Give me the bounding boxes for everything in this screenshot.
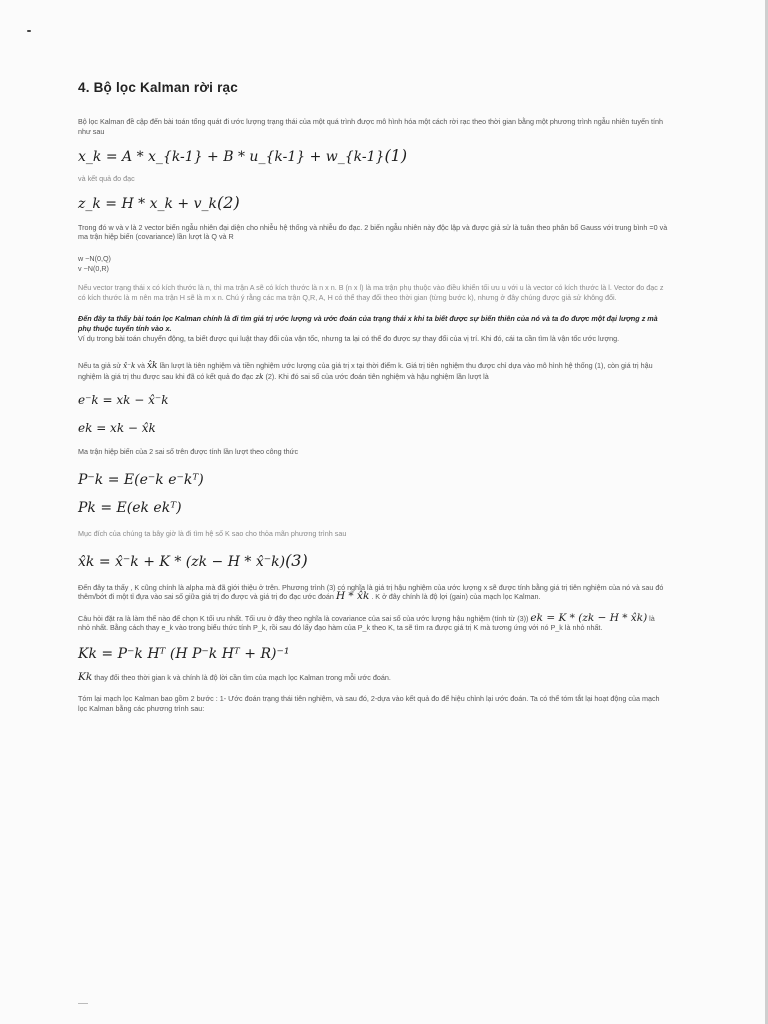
scan-speck: [27, 30, 31, 32]
prior-text-b: và: [137, 361, 145, 371]
prior-symbol-a: x̂⁻k: [123, 361, 136, 371]
equation-1-row: [78, 146, 668, 166]
optimal-text-a: Câu hỏi đặt ra là làm thế nào để chọn K tối ưu nhất. Tối ưu ở đây theo nghĩa là covariance của sai số của ước lượng hậu nghiệm: [78, 613, 491, 623]
covariance-post-row: [78, 499, 668, 517]
scan-artifact: [78, 1003, 88, 1004]
equation-2: z_k = H * x_k + v_k: [78, 195, 218, 212]
gain-description: [78, 670, 668, 683]
example-paragraph: Ví dụ trong bài toán chuyển động, ta biết được qui luật thay đổi của vận tốc, nhưng ta lại có thể đo được sự thay đổi của vị trí. Khi đó, cái ta cần tìm là vận tốc ước lượng.: [78, 333, 620, 343]
equation-3-row: [78, 551, 668, 571]
equation-2-tag: (2): [217, 192, 240, 212]
optimal-inline-equation: ek = K * (zk − H * x̂k): [530, 611, 648, 624]
gain-symbol: Kk: [78, 670, 93, 683]
noise-paragraph: Trong đó w và v là 2 vector biến ngẫu nhiên đại diện cho nhiễu hệ thống và nhiễu đo đạc. 2 biến ngẫu nhiên này độc lập và được giả sử là tuân theo phân bố Gauss với trung bình =0 và ma trận hiệp biến (covariance) lần lượt là Q và R: [78, 222, 668, 242]
kalman-gain-row: [78, 645, 668, 663]
summary-paragraph: Tóm lại mạch lọc Kalman bao gồm 2 bước : 1- Ước đoán trạng thái tiên nghiệm, và sau đó, 2-dựa vào kết quả đo để hiệu chỉnh lại ước đoán. Ta có thể tóm tắt lại hoạt động của mạch lọc Kalman bằng các phương trình sau:: [78, 694, 660, 714]
kalman-gain-equation: Kk = P⁻k Hᵀ (H P⁻k Hᵀ + R)⁻¹: [78, 645, 290, 662]
dimensions-paragraph: Nếu vector trạng thái x có kích thước là n, thì ma trận A sẽ có kích thước là n x n. B (n x l) là ma trận phụ thuộc vào điều khiển tối ưu u với u là vector có kích thước là l. Vector đo đạc z có kích thước là m nên ma trận H sẽ là m x n. Chú ý rằng các ma trận Q,R, A, H có thể thay đổi theo thời gian (từng bước k), nhưng ở đây chúng được giả sử không đổi.: [78, 283, 664, 302]
prior-text-c: lần lượt là tiên nghiệm và tiền nghiệm ước lượng của giá trị x tại thời điểm k. Giá trị tiên nghiệm thu được chỉ dựa vào mô hình hệ thống (1), còn giá trị hậu nghiệm là giá trị thu được sau khi đã có kết quả đo đạc: [78, 361, 653, 381]
page-content: [78, 80, 668, 714]
equation-1: x_k = A * x_{k-1} + B * u_{k-1} + w_{k-1}: [78, 149, 385, 166]
prior-symbol-b: x̂k: [146, 361, 158, 372]
error-post-row: [78, 419, 668, 437]
optimal-k-paragraph: [78, 611, 668, 633]
error-prior-equation: e⁻k = xk − x̂⁻k: [78, 393, 169, 408]
gain-text-c: . K ở đây chính là độ lợi (gain) của mạch lọc Kalman.: [371, 592, 541, 602]
key-statement: Đến đây ta thấy bài toán lọc Kalman chính là đi tìm giá trị ước lượng và ước đoán của trạng thái x khi ta biết được sự biến thiên của nó và ta đo được một đại lượng z mà phụ thuộc tuyến tính vào x.: [78, 314, 658, 333]
optimal-text-b: (tính từ (3)): [492, 613, 529, 623]
covariance-prior-equation: P⁻k = E(e⁻k e⁻kᵀ): [78, 471, 204, 488]
covariance-prior-row: [78, 471, 668, 489]
section-title: 4. Bộ lọc Kalman rời rạc: [78, 80, 238, 95]
equation-1-tag: (1): [384, 146, 408, 166]
prior-symbol-c: zk: [255, 371, 264, 381]
distribution-w: w ~N(0,Q): [78, 253, 111, 263]
measurement-label: và kết quả đo đạc: [78, 174, 135, 184]
equation-3: x̂k = x̂⁻k + K * (zk − H * x̂⁻k): [78, 553, 286, 570]
covariance-post-equation: Pk = E(ek ekᵀ): [78, 499, 182, 516]
gain-text-a: Đến đây ta thấy , K cũng chính là alpha mà đã giới thiệu ở trên. Phương trình (3) có nghĩa là giá trị hậu nghiệm của ước lượng x sẽ được tính bằng giá trị tiên nghiệm của nó và sau đó thêm/bớt đi một tỉ đựa vào sai số giữa giá trị đo được và giá trị đo đạc ước: [78, 582, 664, 602]
equation-2-row: [78, 193, 668, 213]
optimal-text-c: là nhỏ nhất. Bằng cách thay e_k vào trong biểu thức tính P_k, rồi sau đó lấy đạo hàm của P_k theo K, ta sẽ tìm ra được giá trị K mà tương ứng với nó P_k là nhỏ nhất.: [78, 613, 655, 633]
gain-explanation: [78, 583, 668, 602]
prior-text-a: Nếu ta giả sử: [78, 361, 122, 371]
distribution-v: v ~N(0,R): [78, 263, 109, 273]
gain-description-text: thay đổi theo thời gian k và chính là độ lời cần tìm của mạch lọc Kalman trong mỗi ước đoán.: [94, 672, 391, 682]
error-prior-row: [78, 391, 668, 409]
prior-posterior-paragraph: [78, 361, 668, 381]
error-post-equation: ek = xk − x̂k: [78, 421, 156, 436]
equation-3-tag: (3): [285, 550, 308, 570]
goal-paragraph: Mục đích của chúng ta bây giờ là đi tìm hệ số K sao cho thỏa mãn phương trình sau: [78, 528, 347, 538]
gain-inline-symbol: H * x̂k: [335, 590, 370, 603]
covariance-intro: Ma trận hiệp biến của 2 sai số trên được tính lần lượt theo công thức: [78, 447, 299, 457]
gain-text-b: đoán: [317, 592, 334, 602]
intro-paragraph: Bộ lọc Kalman đề cập đến bài toán tổng quát đi ước lượng trạng thái của một quá trình được mô hình hóa một cách rời rạc theo thời gian bằng một phương trình ngẫu nhiên tuyến tính như sau: [78, 117, 663, 136]
prior-text-d: (2). Khi đó sai số của ước đoán tiên nghiệm và hậu nghiệm lần lượt là: [265, 371, 489, 381]
